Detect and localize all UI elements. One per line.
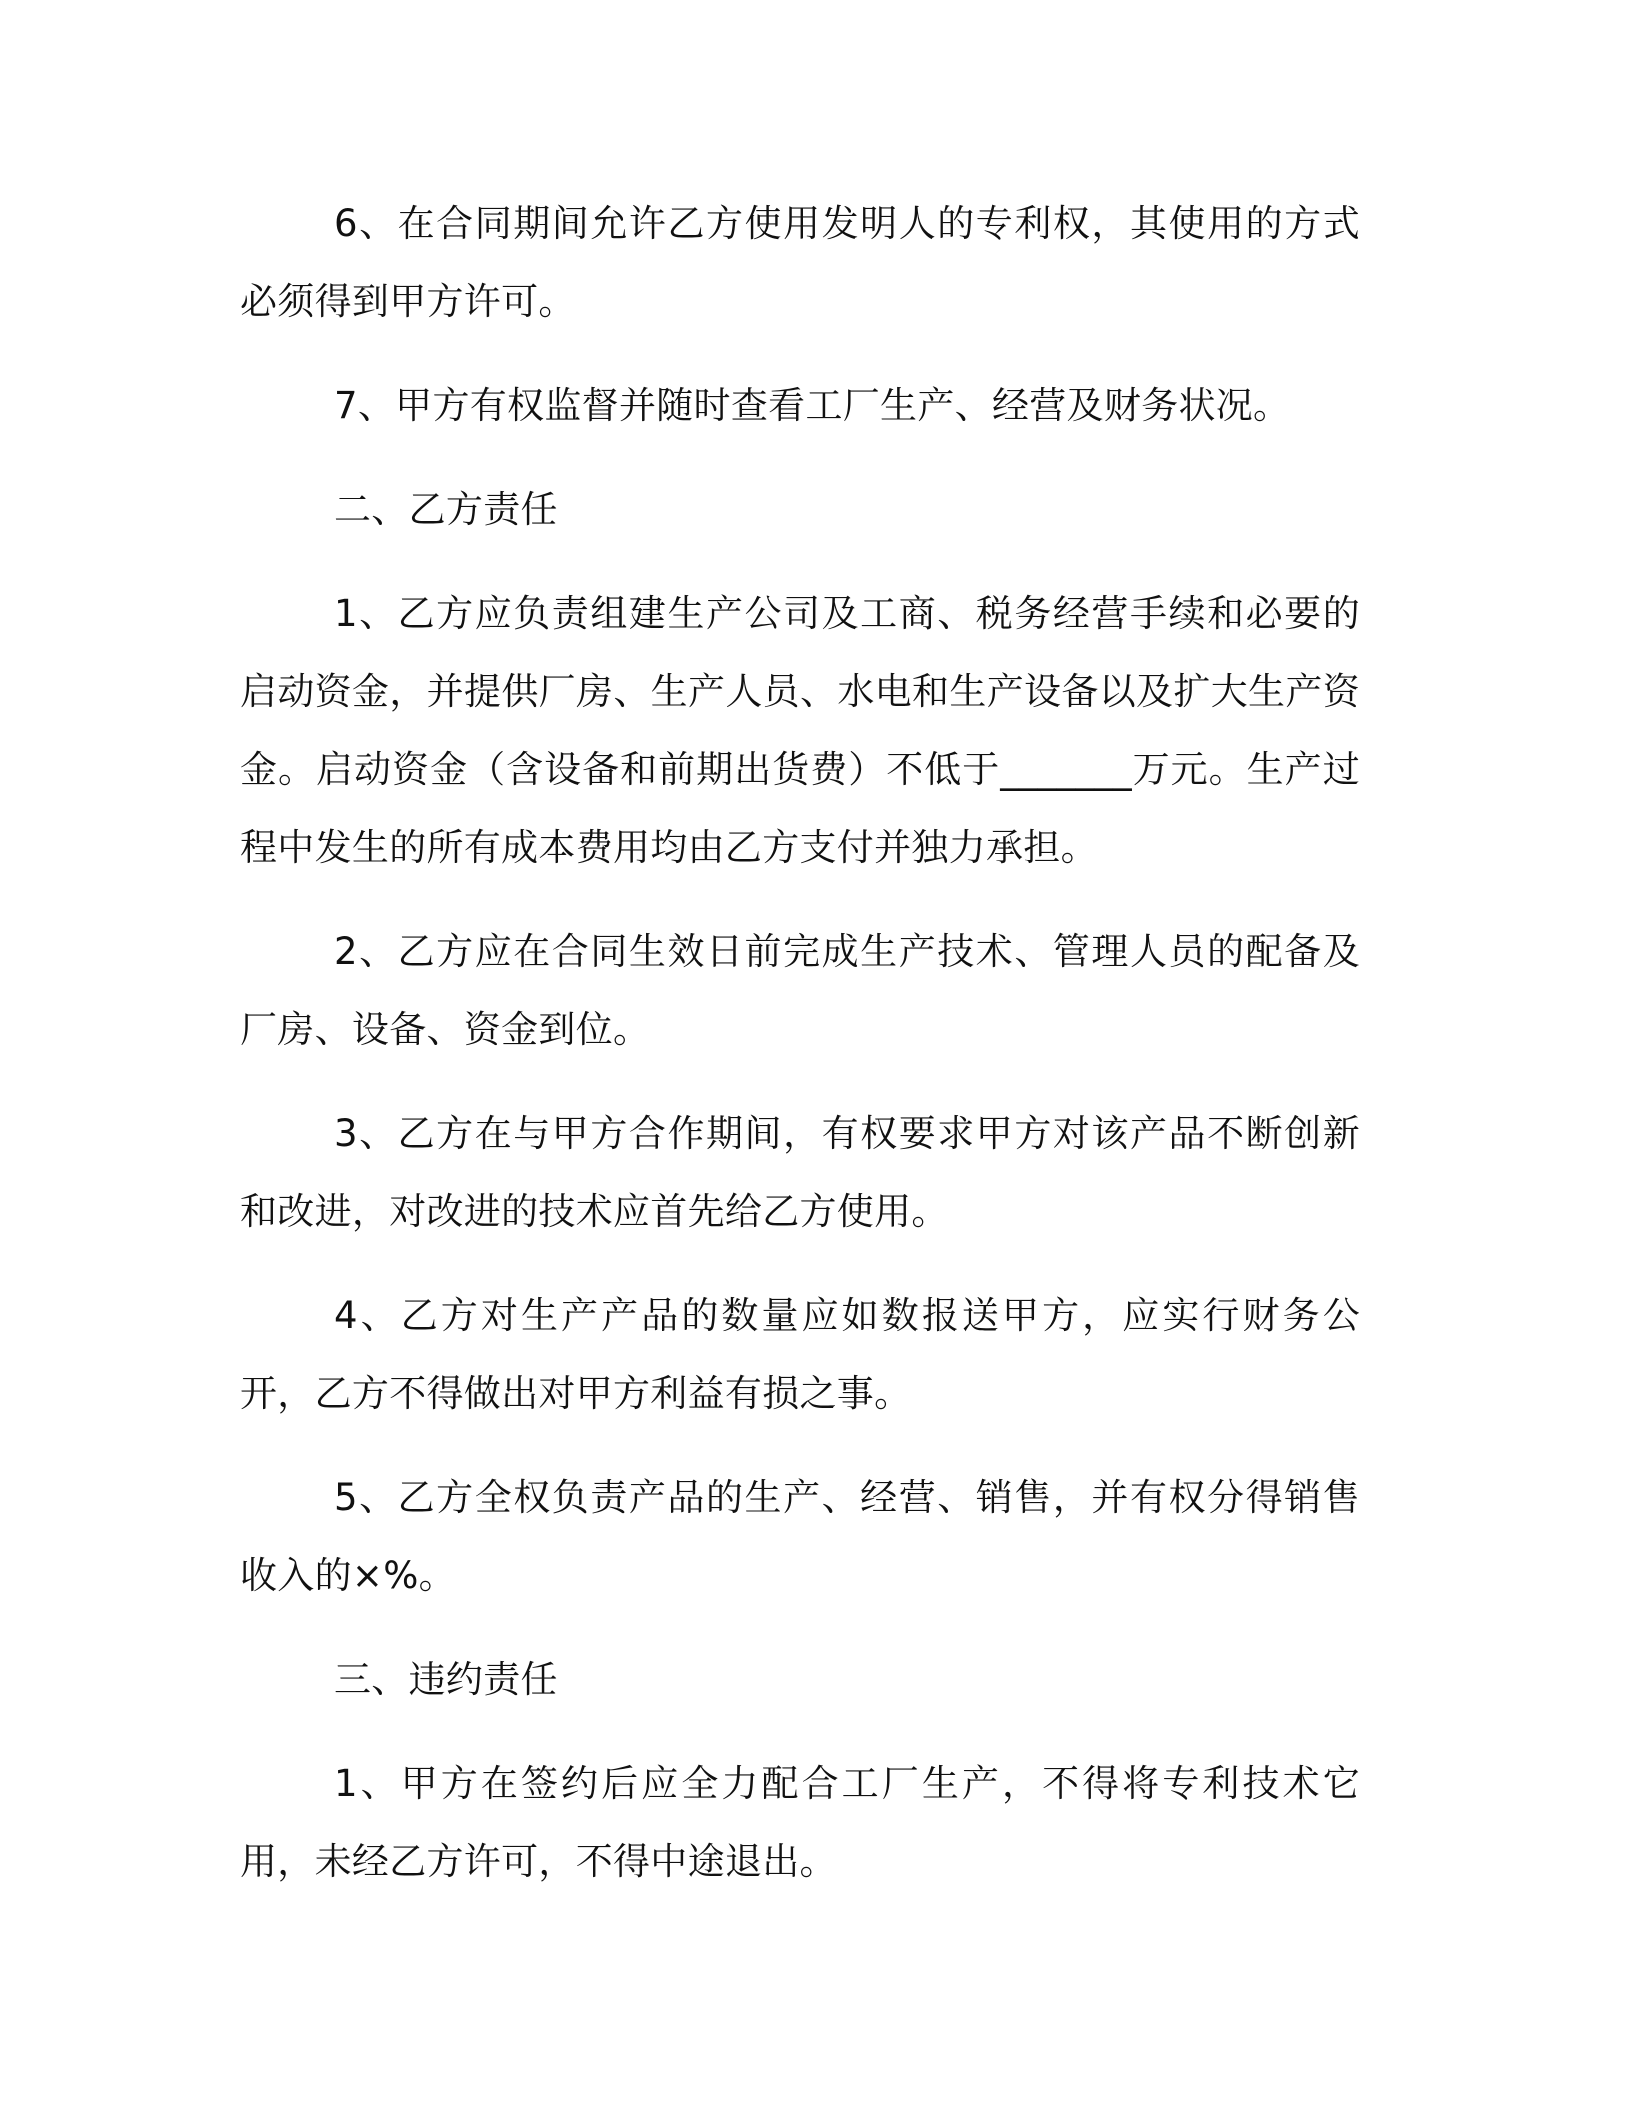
clause-party-b-2: 2、乙方应在合同生效日前完成生产技术、管理人员的配备及厂房、设备、资金到位。 [240,930,1360,1051]
document-page [240,185,1360,1927]
clause-breach-1: 1、甲方在签约后应全力配合工厂生产，不得将专利技术它用，未经乙方许可，不得中途退出。 [240,1762,1360,1883]
clause-party-b-1: 1、乙方应负责组建生产公司及工商、税务经营手续和必要的启动资金，并提供厂房、生产人员、水电和生产设备以及扩大生产资金。启动资金（含设备和前期出货费）不低于_______万元。生产过程中发生的所有成本费用均由乙方支付并独力承担。 [240,592,1360,869]
clause-party-a-6: 6、在合同期间允许乙方使用发明人的专利权，其使用的方式必须得到甲方许可。 [240,202,1360,323]
clause-party-b-4: 4、乙方对生产产品的数量应如数报送甲方，应实行财务公开，乙方不得做出对甲方利益有损之事。 [240,1294,1360,1415]
section-heading-party-b: 二、乙方责任 [334,488,558,531]
section-heading-breach: 三、违约责任 [334,1658,558,1701]
clause-party-b-3: 3、乙方在与甲方合作期间，有权要求甲方对该产品不断创新和改进，对改进的技术应首先给乙方使用。 [240,1112,1360,1233]
clause-party-b-5: 5、乙方全权负责产品的生产、经营、销售，并有权分得销售收入的×%。 [240,1476,1360,1597]
clause-party-a-7: 7、甲方有权监督并随时查看工厂生产、经营及财务状况。 [334,384,1291,427]
